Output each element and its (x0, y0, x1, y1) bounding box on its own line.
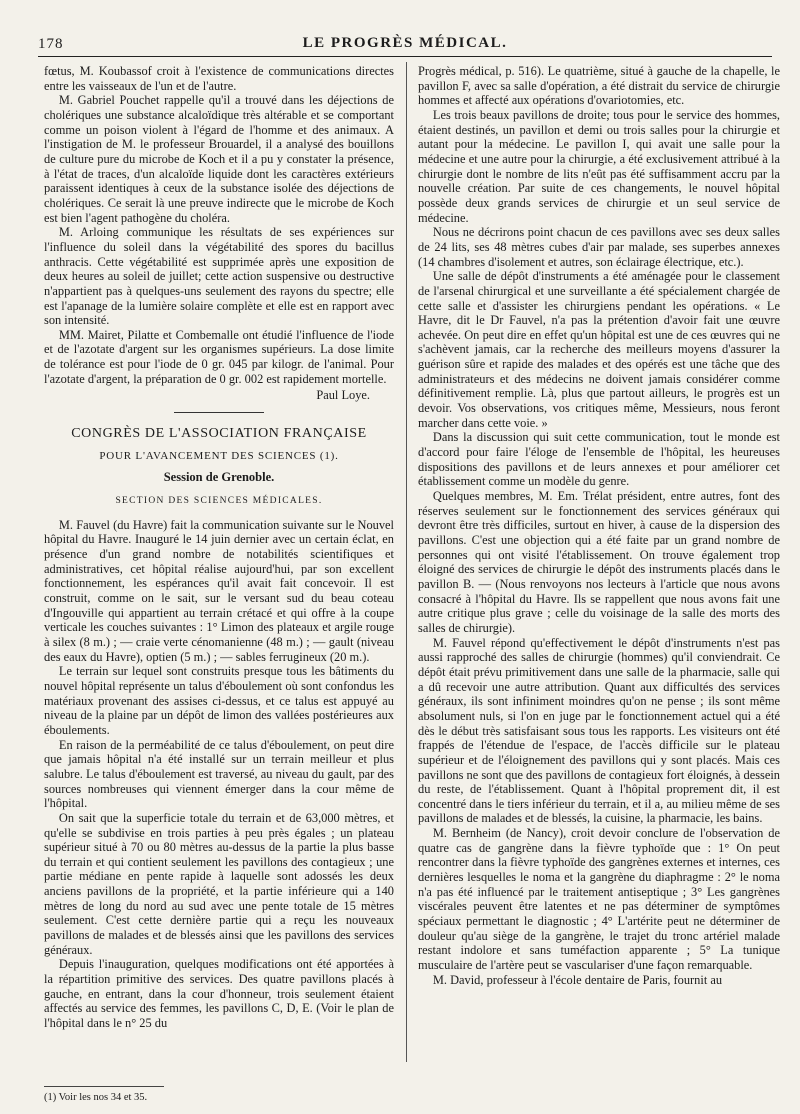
page-number: 178 (38, 36, 64, 52)
paragraph: Le terrain sur lequel sont construits presque tous les bâtiments du nouvel hôpital représente un talus d'éboulement où sont confondus les matériaux provenant des assises ci-dessus, et ce talus est appuyé au niveau de la plaine par un dépôt de limon des vallées postérieures aux éboulements. (44, 664, 394, 737)
column-divider (406, 62, 407, 1062)
paragraph: On sait que la superficie totale du terrain et de 63,000 mètres, et qu'elle se subdivise en trois parties à peu près égales ; un plateau supérieur situé à 70 ou 80 mètres au-dessus de la partie la plus basse du terrain et qui contient seulement les pavillons des contagieux ; une partie médiane en pente rapide à laquelle sont adossés les deux anciens pavillons de la propriété, et la partie inférieure qui a 140 mètres de long du nord au sud avec une pente totale de 15 mètres seulement. C'est cette dernière partie qui a reçu les nouveaux pavillons de malades et de blessés ainsi que les pavillons des services généraux. (44, 810, 394, 957)
footnote-rule (44, 1086, 164, 1087)
section-subtitle: POUR L'AVANCEMENT DES SCIENCES (1). (99, 449, 339, 462)
paragraph: M. Fauvel (du Havre) fait la communication suivante sur le Nouvel hôpital du Havre. Inauguré le 14 juin dernier avec un certain éclat, en présence d'un grand nombre de notabilités scientifiques et administratives, cet hôpital réalise aujourd'hui, par son excellent fonctionnement, les espérances qu'il avait fait concevoir. Il est construit, comme on le sait, sur le versant sud du beau coteau d'Ingouville qui appartient au terrain crétacé et qui offre à la coupe verticale les couches suivantes : 1° Limon des plateaux et argile rouge à silex (8 m.) ; — craie verte cénomanienne (48 m.) ; — gault (niveau des eaux du Havre), optien (5 m.) ; — sables ferrugineux (20 m.). (44, 517, 394, 664)
paragraph: Une salle de dépôt d'instruments a été aménagée pour le classement de l'arsenal chirurgical et une surveillante a été spécialement chargée de cette salle et d'assister les chirurgiens pendant les opérations. « Le Havre, dit le Dr Fauvel, n'a pas la prétention d'avoir fait une œuvre achevée. On peut dire en effet qu'un hôpital est une de ces œuvres qui ne s'achèvent jamais, car la recherche des meilleurs moyens d'assurer la guérison sûre et rapide des malades et des opérés est une tâche que des administrateurs et des médecins ne doivent jamais considérer comme définitivement remplie. Là, plus que partout ailleurs, le progrès est un devoir. Vos observations, vos critiques même, Messieurs, nous feront marcher dans cette voie. » (418, 269, 780, 430)
paragraph: MM. Mairet, Pilatte et Combemalle ont étudié l'influence de l'iode et de l'azotate d'argent sur les organismes supérieurs. La dose limite de tolérance est pour l'iode de 0 gr. 045 par kilogr. de l'animal. Pour l'azotate d'argent, la préparation de 0 gr. 002 est rapidement mortelle. (44, 327, 394, 386)
paragraph: Progrès médical, p. 516). Le quatrième, situé à gauche de la chapelle, le pavillon F, avec sa salle d'opération, a été distrait du service de chirurgie hommes et affecté aux opérations d'ovariotomies, etc. (418, 64, 780, 108)
left-column (44, 64, 394, 1031)
paragraph: En raison de la perméabilité de ce talus d'éboulement, on peut dire que jamais hôpital n'a été installé sur un terrain meilleur et plus salubre. Le talus d'éboulement est traversé, au niveau du gault, par des sources nombreuses qui viennent émerger dans la cour même de l'hôpital. (44, 737, 394, 811)
session-heading: Session de Grenoble. (163, 470, 275, 485)
paragraph: Dans la discussion qui suit cette communication, tout le monde est d'accord pour faire l'éloge de l'ensemble de l'hôpital, les heureuses dispositions des pavillons et de leurs annexes et pour améliorer cet établissement comme un modèle du genre. (418, 430, 780, 489)
paragraph: fœtus, M. Koubassof croit à l'existence de communications directes entre les vaisseaux de l'un et de l'autre. (44, 64, 394, 93)
right-column (418, 64, 780, 987)
paragraph: Nous ne décrirons point chacun de ces pavillons avec ses deux salles de 24 lits, ses 48 mètres cubes d'air par malade, ses superbes annexes (14 chambres d'isolement et autres, son éclairage électrique, etc.). (418, 225, 780, 269)
paragraph: Depuis l'inauguration, quelques modifications ont été apportées à la répartition primitive des services. Des quatre pavillons placés à gauche, en entrant, dans la cour d'honneur, trois seulement étaient affectés au service des femmes, les pavillons C, D, E. (Voir le plan de l'hôpital dans le n° 25 du (44, 957, 394, 1031)
footnote: (1) Voir les nos 34 et 35. (44, 1092, 148, 1103)
subsection-heading: SECTION DES SCIENCES MÉDICALES. (115, 496, 323, 507)
paragraph: M. Fauvel répond qu'effectivement le dépôt d'instruments n'est pas aussi rapproché des salles de chirurgie (hommes) qu'il conviendrait. Ce dépôt était prévu primitivement dans une salle de la pharmacie, salle qui a dû recevoir une autre attribution. Quant aux difficultés des services généraux, ils sont infiniment moindres qu'on ne pense ; ils sont même absolument nuls, si l'on en juge par le fonctionnement actuel qui a été dès le début très satisfaisant sous tous les rapports. Les visiteurs ont été frappés de l'étendue de l'espace, de l'accès difficile sur le plateau supérieur et de l'éloignement des pavillons qui y sont placés. Mais ces pavillons ne sont que des pavillons de contagieux fort éloignés, à dessein du reste, de l'établissement. Quant à l'hôpital proprement dit, il est concentré dans le tiers inférieur du terrain, et il a, au milieu même de ses pavillons de malades et de blessés, la cuisine, la pharmacie, les bains. (418, 635, 781, 826)
page-header (38, 30, 772, 57)
running-title: LE PROGRÈS MÉDICAL. (302, 35, 508, 51)
section-title: CONGRÈS DE L'ASSOCIATION FRANÇAISE (71, 426, 367, 442)
paragraph: M. Arloing communique les résultats de ses expériences sur l'influence du soleil dans la végétabilité des spores du bacillus anthracis. Cette végétabilité est supprimée après une exposition de deux heures au soleil de juillet; cette action suspensive ou destructive n'appartient pas à quelques-uns seulement des rayons du spectre; elle est l'apanage de la lumière solaire complète et elle est en rapport avec son intensité. (44, 225, 394, 328)
section-separator (174, 412, 264, 413)
paragraph: M. Gabriel Pouchet rappelle qu'il a trouvé dans les déjections de cholériques une substance alcaloïdique très altérable et se comportant comme un poison violent à l'égard de l'homme et des animaux. A l'instigation de M. le professeur Brouardel, il a analysé des bouillons de culture pure du microbe de Koch et il a pu y constater la présence, à l'état de traces, d'un alcaloïde liquide dont les caractères extérieurs paraissent identiques à ceux de la substance isolée des déjections de cholériques. Ce serait là une preuve indirecte que le microbe de Koch est bien l'agent pathogène du choléra. (44, 93, 394, 225)
paragraph: M. Bernheim (de Nancy), croit devoir conclure de l'observation de quatre cas de gangrène dans la fièvre typhoïde que : 1° On peut rencontrer dans la fièvre typhoïde des gangrènes externes et internes, ces dernières lesquelles le noma et la gangrène du diaphragme : 2° le noma n'a pas été influencé par le traitement antiseptique ; 3° Les gangrènes viscérales peuvent être latentes et ne pas déterminer de symptômes spéciaux permettant le diagnostic ; 4° L'artérite peut ne déterminer de douleur qu'au siège de la gangrène, le trajet du tronc artériel malade restant indolore et sans tuméfaction apparente ; 5° La tunique musculaire de l'artère peut se vasculariser d'une façon remarquable. (418, 826, 780, 973)
paragraph: Les trois beaux pavillons de droite; tous pour le service des hommes, étaient destinés, un pavillon et demi ou trois salles pour la chirurgie et autant pour la médecine. Le pavillon I, qui avait une salle pour la médecine et une autre pour la chirurgie, a été exclusivement attribué à la chirurgie dont le nombre de lits n'eût pas été suffisamment accru par la nouvelle création. Par suite de ces changements, le nouvel hôpital possède deux grands services de chirurgie et un seul service de médecine. (418, 107, 780, 225)
author-signature: Paul Loye. (316, 388, 370, 403)
paragraph: M. David, professeur à l'école dentaire de Paris, fournit au (432, 972, 723, 987)
paragraph: Quelques membres, M. Em. Trélat président, entre autres, font des réserves seulement sur le fonctionnement des services généraux qui devront être très difficiles, surtout en hiver, à cause de la dispersion des pavillons. C'est une objection qui a été faite par un grand nombre de personnes qui ont visité l'établissement. On trouve également trop éloigné des services de chirurgie le dépôt des instruments placés dans le pavillon B. — (Nous renvoyons nos lecteurs à l'article que nous avons consacré à l'hôpital du Havre. Ils se rappellent que nous avons fait une autre critique plus grave ; celle du voisinage de la salle des morts des salles de chirurgie). (418, 489, 780, 635)
